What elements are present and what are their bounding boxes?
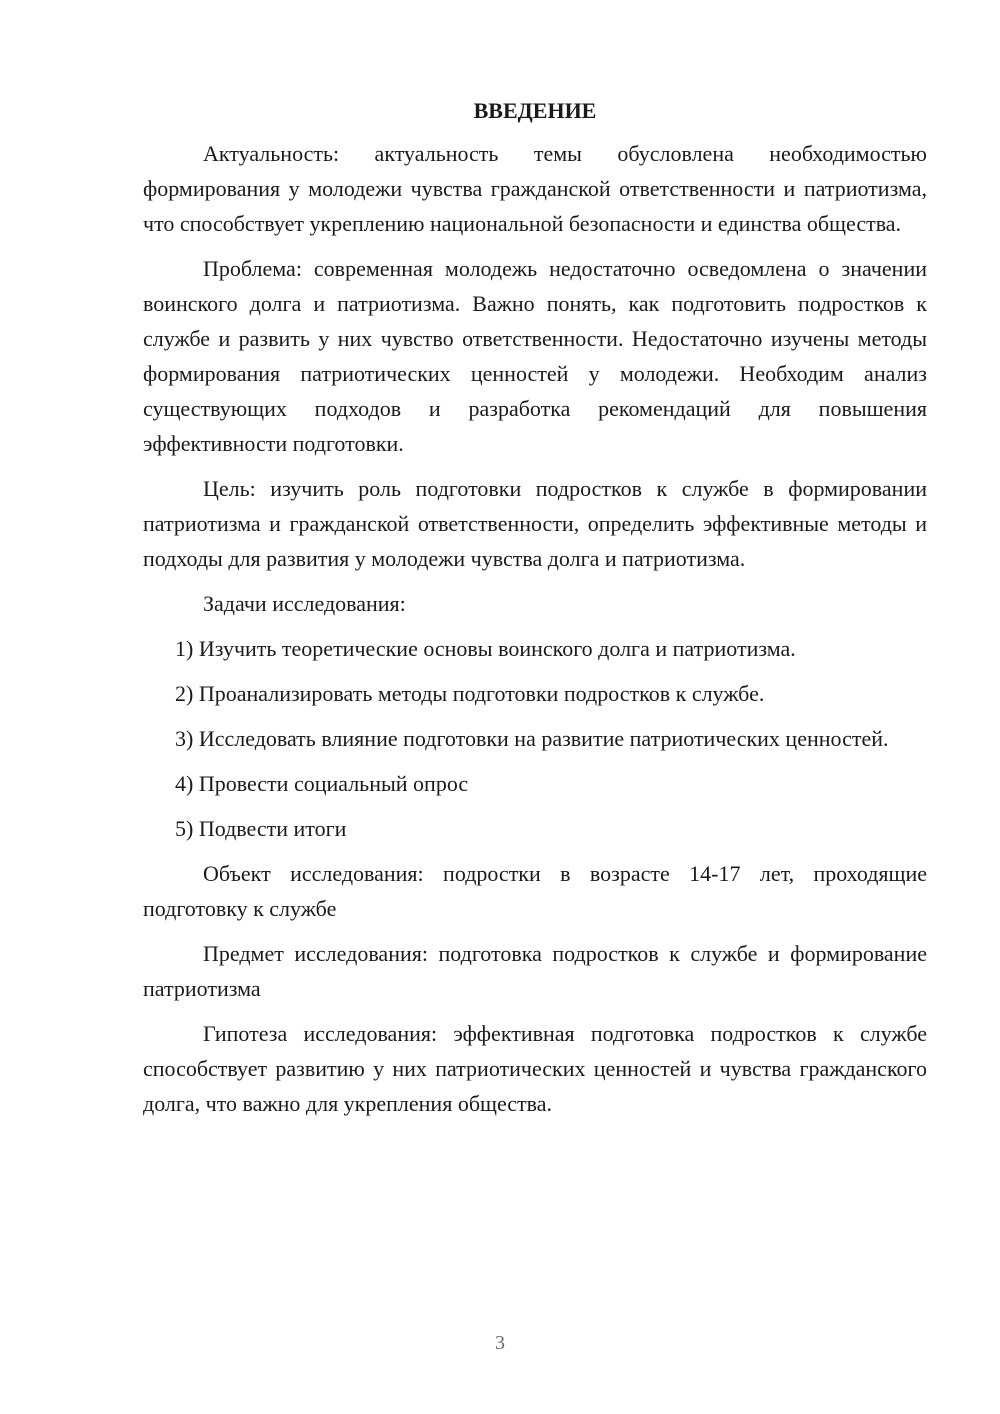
hypothesis-paragraph: Гипотеза исследования: эффективная подготовка подростков к службе способствует развитию у них патриотических ценностей и чувства гражданского долга, что важно для укрепления общества.: [143, 1021, 927, 1116]
page-number: 3: [495, 1332, 505, 1354]
subject-paragraph: Предмет исследования: подготовка подростков к службе и формирование патриотизма: [143, 941, 927, 1001]
task-item-5: 5) Подвести итоги: [175, 816, 347, 841]
section-title: ВВЕДЕНИЕ: [473, 98, 597, 123]
task-item-1: 1) Изучить теоретические основы воинского долга и патриотизма.: [175, 636, 796, 661]
object-paragraph: Объект исследования: подростки в возрасте 14-17 лет, проходящие подготовку к службе: [143, 861, 927, 921]
task-item-3: 3) Исследовать влияние подготовки на развитие патриотических ценностей.: [175, 726, 889, 751]
document-body: [143, 93, 927, 1121]
relevance-paragraph: Актуальность: актуальность темы обусловлена необходимостью формирования у молодежи чувства гражданской ответственности и патриотизма, что способствует укреплению национальной безопасности и единства общества.: [143, 141, 927, 236]
tasks-heading: Задачи исследования:: [203, 591, 406, 616]
goal-paragraph: Цель: изучить роль подготовки подростков к службе в формировании патриотизма и гражданской ответственности, определить эффективные методы и подходы для развития у молодежи чувства долга и патриотизма.: [143, 476, 927, 571]
problem-paragraph: Проблема: современная молодежь недостаточно осведомлена о значении воинского долга и патриотизма. Важно понять, как подготовить подростков к службе и развить у них чувство ответственности. Недостаточно изучены методы формирования патриотических ценностей у молодежи. Необходим анализ существующих подходов и разработка рекомендаций для повышения эффективности подготовки.: [143, 256, 927, 456]
task-item-2: 2) Проанализировать методы подготовки подростков к службе.: [175, 681, 765, 706]
task-item-4: 4) Провести социальный опрос: [175, 771, 469, 796]
